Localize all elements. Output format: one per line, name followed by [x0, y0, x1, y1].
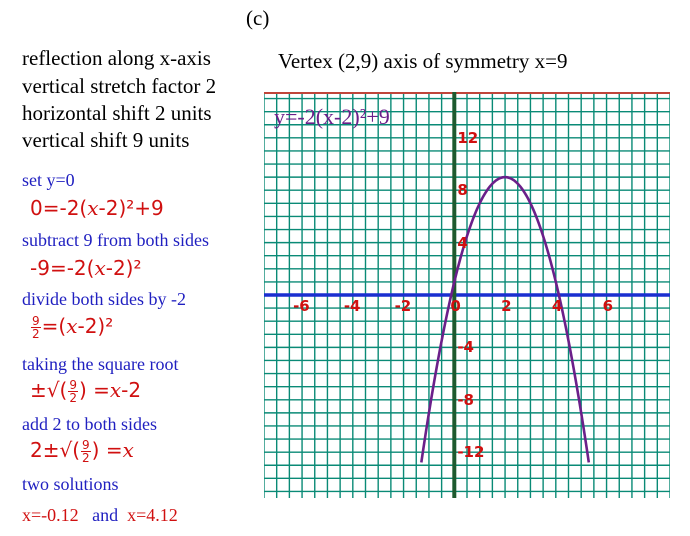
x-tick-label: 6 — [602, 297, 613, 315]
x-tick-label: -4 — [343, 297, 361, 315]
transformation-vertical-shift: vertical shift 9 units — [22, 128, 190, 152]
x-tick-label: 2 — [501, 297, 512, 315]
solution-and: and — [92, 505, 119, 525]
x-tick-label: -6 — [293, 297, 310, 315]
parabola-graph — [264, 92, 670, 503]
fraction-nine-halves: $\frac{9}{2}$ — [82, 438, 90, 465]
x-tick-label: 0 — [450, 297, 461, 315]
transformation-horizontal-shift: horizontal shift 2 units — [22, 101, 212, 125]
equation-3: $\frac{9}{2}$ =(x-2)² — [32, 314, 114, 341]
step-divide: divide both sides by -2 — [22, 289, 186, 309]
solution-1: x=-0.12 — [22, 505, 79, 525]
part-label: (c) — [246, 6, 270, 30]
step-add: add 2 to both sides — [22, 414, 157, 434]
equation-5: 2±√( $\frac{9}{2}$ ) =x — [30, 438, 134, 465]
step-subtract: subtract 9 from both sides — [22, 230, 209, 250]
y-tick-label: -8 — [457, 390, 474, 409]
step-set-y: set y=0 — [22, 170, 75, 190]
equation-4: ±√( $\frac{9}{2}$ ) =x-2 — [30, 378, 142, 405]
solution-2: x=4.12 — [127, 505, 178, 525]
fraction-nine-halves: $\frac{9}{2}$ — [69, 378, 77, 405]
transformation-stretch: vertical stretch factor 2 — [22, 74, 217, 98]
vertex-info: Vertex (2,9) axis of symmetry x=9 — [278, 49, 568, 73]
step-square-root: taking the square root — [22, 354, 179, 374]
y-tick-label: -12 — [457, 443, 485, 462]
step-two-solutions: two solutions — [22, 474, 119, 494]
solutions — [22, 505, 178, 526]
equation-2: -9=-2(x-2)² — [30, 256, 142, 280]
graph-equation-label: y=-2(x-2)²+9 — [274, 104, 390, 129]
graph-canvas — [264, 92, 670, 498]
y-tick-label: 8 — [457, 181, 468, 200]
fraction-nine-halves: $\frac{9}{2}$ — [32, 314, 40, 341]
y-tick-label: 12 — [457, 128, 479, 147]
x-tick-label: -2 — [394, 297, 412, 315]
y-tick-label: -4 — [457, 338, 474, 357]
y-tick-label: 4 — [457, 233, 468, 252]
transformation-reflection: reflection along x-axis — [22, 46, 211, 70]
x-tick-label: 4 — [551, 297, 563, 315]
equation-1: 0=-2(x-2)²+9 — [30, 196, 164, 220]
